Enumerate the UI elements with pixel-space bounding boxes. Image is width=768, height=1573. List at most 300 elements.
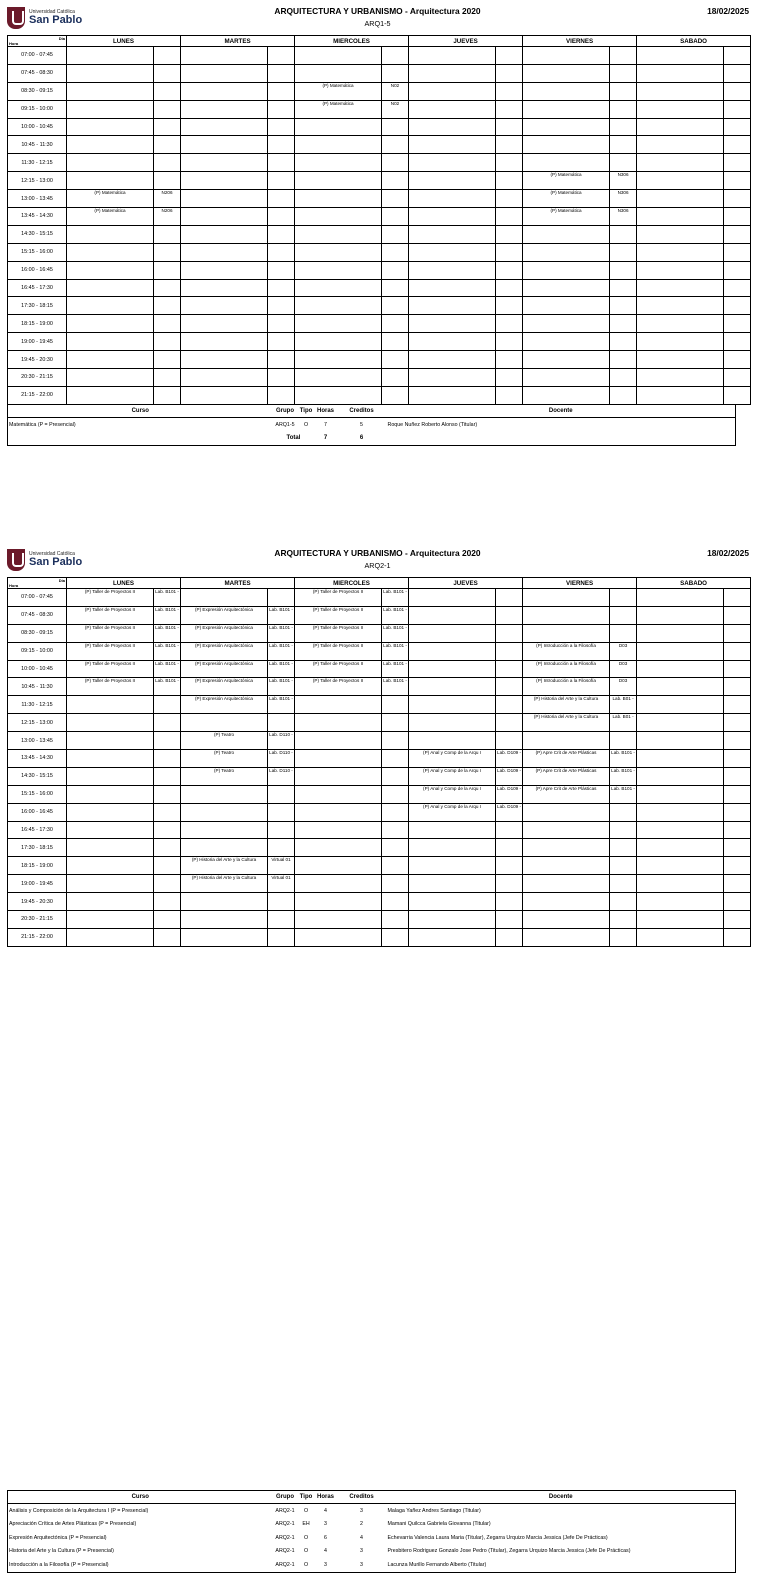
class-cell: [409, 714, 496, 732]
room-cell: [724, 875, 751, 893]
class-cell: (P) Expresión Arquitectónica: [181, 678, 268, 696]
report-date: 18/02/2025: [707, 6, 749, 16]
class-cell: [637, 785, 724, 803]
course-name: Análisis y Composición de la Arquitectura I (P = Presencial): [9, 1507, 149, 1514]
room-cell: [496, 243, 523, 261]
time-row: [8, 606, 751, 624]
class-cell: [523, 893, 610, 911]
room-cell: [496, 928, 523, 946]
class-cell: [295, 136, 382, 154]
class-cell: (P) Expresión Arquitectónica: [181, 660, 268, 678]
time-slot: 11:30 - 12:15: [8, 154, 67, 172]
class-cell: [637, 857, 724, 875]
room-cell: [724, 928, 751, 946]
room-cell: Lab. B101 -: [154, 678, 181, 696]
class-cell: [67, 785, 154, 803]
col-horas: Horas: [315, 405, 337, 418]
room-cell: [382, 172, 409, 190]
class-cell: [295, 208, 382, 226]
room-cell: [268, 928, 295, 946]
class-cell: [181, 100, 268, 118]
time-row: [8, 225, 751, 243]
class-cell: [181, 261, 268, 279]
course-row: [8, 1531, 736, 1545]
time-slot: 10:00 - 10:45: [8, 660, 67, 678]
course-type: O: [303, 1507, 309, 1514]
class-cell: [409, 911, 496, 929]
class-cell: [637, 208, 724, 226]
class-cell: [181, 369, 268, 387]
class-cell: [523, 315, 610, 333]
time-slot: 19:45 - 20:30: [8, 351, 67, 369]
room-cell: [268, 225, 295, 243]
class-cell: [523, 333, 610, 351]
class-cell: [67, 261, 154, 279]
class-cell: [409, 315, 496, 333]
room-cell: [382, 911, 409, 929]
room-cell: [268, 279, 295, 297]
class-cell: (P) Taller de Proyectos II: [67, 678, 154, 696]
class-cell: [637, 154, 724, 172]
room-cell: [154, 714, 181, 732]
dia-label: Dia: [58, 578, 65, 583]
time-slot: 07:45 - 08:30: [8, 606, 67, 624]
class-cell: [295, 875, 382, 893]
room-cell: [154, 279, 181, 297]
room-cell: [382, 351, 409, 369]
course-group: ARQ2-1: [275, 1534, 295, 1541]
corner-cell: [8, 36, 67, 47]
class-cell: [409, 190, 496, 208]
time-slot: 12:15 - 13:00: [8, 714, 67, 732]
class-cell: [637, 750, 724, 768]
room-cell: [610, 839, 637, 857]
class-cell: [67, 803, 154, 821]
room-cell: [382, 875, 409, 893]
time-slot: 13:00 - 13:45: [8, 190, 67, 208]
class-cell: [181, 911, 268, 929]
time-slot: 18:15 - 19:00: [8, 857, 67, 875]
course-teacher: Roque Nuñez Roberto Alonso (Titular): [387, 421, 478, 428]
time-row: [8, 839, 751, 857]
class-cell: [409, 297, 496, 315]
time-row: [8, 893, 751, 911]
class-cell: [409, 243, 496, 261]
time-row: [8, 351, 751, 369]
class-cell: [181, 47, 268, 65]
class-cell: [67, 369, 154, 387]
room-cell: [154, 118, 181, 136]
class-cell: [637, 821, 724, 839]
col-horas: Horas: [315, 1491, 337, 1504]
class-cell: [637, 642, 724, 660]
class-cell: [409, 642, 496, 660]
room-cell: [382, 333, 409, 351]
class-cell: [295, 118, 382, 136]
logo-line2: San Pablo: [29, 14, 83, 26]
class-cell: [637, 589, 724, 607]
room-cell: Lab. B101 -: [154, 606, 181, 624]
day-header: MARTES: [181, 578, 295, 589]
room-cell: Lab. D110 -: [268, 767, 295, 785]
day-header: VIERNES: [523, 578, 637, 589]
class-cell: (P) Matemática: [523, 172, 610, 190]
class-cell: (P) Taller de Proyectos II: [67, 606, 154, 624]
room-cell: [610, 279, 637, 297]
time-row: [8, 785, 751, 803]
time-slot: 16:00 - 16:45: [8, 803, 67, 821]
courses-header: [8, 405, 736, 418]
room-cell: [496, 839, 523, 857]
course-hours: 6: [324, 1534, 327, 1541]
room-cell: [268, 714, 295, 732]
room-cell: [496, 875, 523, 893]
room-cell: [268, 118, 295, 136]
class-cell: [409, 893, 496, 911]
group-code: ARQ1-5: [364, 19, 391, 28]
time-slot: 14:30 - 15:15: [8, 767, 67, 785]
class-cell: [295, 243, 382, 261]
time-row: [8, 678, 751, 696]
class-cell: (P) Taller de Proyectos II: [67, 642, 154, 660]
class-cell: [637, 803, 724, 821]
class-cell: [181, 893, 268, 911]
class-cell: (P) Taller de Proyectos II: [295, 606, 382, 624]
class-cell: (P) Taller de Proyectos II: [67, 589, 154, 607]
class-cell: [637, 351, 724, 369]
time-slot: 21:15 - 22:00: [8, 386, 67, 404]
room-cell: [724, 911, 751, 929]
room-cell: [268, 821, 295, 839]
day-header: MARTES: [181, 36, 295, 47]
room-cell: [724, 678, 751, 696]
class-cell: (P) Taller de Proyectos II: [295, 642, 382, 660]
time-row: [8, 696, 751, 714]
course-hours: 3: [324, 1561, 327, 1568]
room-cell: [268, 315, 295, 333]
room-cell: [154, 875, 181, 893]
class-cell: [523, 136, 610, 154]
course-teacher: Malaga Yañez Andres Santiago (Titular): [387, 1507, 481, 1514]
course-credits: 3: [360, 1561, 363, 1568]
room-cell: [268, 136, 295, 154]
time-slot: 13:00 - 13:45: [8, 732, 67, 750]
page-title: ARQUITECTURA Y URBANISMO - Arquitectura 2020: [274, 548, 481, 558]
time-row: [8, 315, 751, 333]
room-cell: [382, 857, 409, 875]
room-cell: [610, 351, 637, 369]
time-row: [8, 279, 751, 297]
room-cell: [382, 64, 409, 82]
time-row: [8, 172, 751, 190]
class-cell: [67, 100, 154, 118]
class-cell: [523, 47, 610, 65]
course-credits: 3: [360, 1548, 363, 1555]
class-cell: (P) Apre Crit de Arte Plásticas: [523, 750, 610, 768]
hora-label: Hora: [9, 583, 19, 588]
class-cell: [637, 315, 724, 333]
time-row: [8, 82, 751, 100]
course-row: [8, 1558, 736, 1572]
room-cell: [610, 875, 637, 893]
class-cell: (P) Teatro: [181, 750, 268, 768]
room-cell: [496, 857, 523, 875]
class-cell: [67, 696, 154, 714]
room-cell: [496, 118, 523, 136]
col-curso: Curso: [8, 405, 273, 418]
room-cell: [724, 100, 751, 118]
class-cell: [67, 279, 154, 297]
room-cell: [154, 154, 181, 172]
class-cell: (P) Matemática: [67, 190, 154, 208]
time-row: [8, 100, 751, 118]
class-cell: [637, 261, 724, 279]
room-cell: [610, 606, 637, 624]
room-cell: [154, 297, 181, 315]
class-cell: [295, 857, 382, 875]
room-cell: Lab. B101 -: [268, 642, 295, 660]
class-cell: [523, 297, 610, 315]
room-cell: [724, 750, 751, 768]
class-cell: (P) Teatro: [181, 767, 268, 785]
room-cell: [496, 315, 523, 333]
room-cell: [154, 821, 181, 839]
class-cell: [181, 315, 268, 333]
time-row: [8, 261, 751, 279]
time-row: [8, 803, 751, 821]
room-cell: [268, 386, 295, 404]
class-cell: (P) Anal y Comp de la Arqu I: [409, 750, 496, 768]
room-cell: [154, 64, 181, 82]
class-cell: [295, 154, 382, 172]
room-cell: [268, 64, 295, 82]
room-cell: [496, 732, 523, 750]
room-cell: [154, 750, 181, 768]
room-cell: [382, 893, 409, 911]
course-type: O: [303, 421, 309, 428]
class-cell: [409, 333, 496, 351]
class-cell: [67, 821, 154, 839]
class-cell: [67, 875, 154, 893]
class-cell: [67, 928, 154, 946]
room-cell: [382, 821, 409, 839]
room-cell: [496, 386, 523, 404]
time-row: [8, 208, 751, 226]
class-cell: [295, 696, 382, 714]
time-row: [8, 154, 751, 172]
class-cell: (P) Introducción a la Filosofía: [523, 678, 610, 696]
class-cell: (P) Apre Crit de Arte Plásticas: [523, 785, 610, 803]
room-cell: Lab. B01 -: [610, 696, 637, 714]
room-cell: Lab. D109 -: [496, 785, 523, 803]
class-cell: (P) Taller de Proyectos II: [67, 624, 154, 642]
time-row: [8, 642, 751, 660]
time-slot: 18:15 - 19:00: [8, 315, 67, 333]
room-cell: [382, 839, 409, 857]
time-row: [8, 64, 751, 82]
class-cell: [67, 64, 154, 82]
col-tipo: Tipo: [298, 1491, 315, 1504]
class-cell: [523, 261, 610, 279]
class-cell: [67, 911, 154, 929]
room-cell: [724, 642, 751, 660]
room-cell: [610, 82, 637, 100]
corner-cell: [8, 578, 67, 589]
course-teacher: Lacunza Murillo Fernando Alberto (Titular): [387, 1561, 487, 1568]
room-cell: [724, 190, 751, 208]
room-cell: [382, 785, 409, 803]
course-type: O: [303, 1561, 309, 1568]
class-cell: [67, 750, 154, 768]
class-cell: [181, 279, 268, 297]
room-cell: D03: [610, 678, 637, 696]
class-cell: [295, 785, 382, 803]
class-cell: [409, 279, 496, 297]
class-cell: [637, 893, 724, 911]
room-cell: N206: [154, 208, 181, 226]
room-cell: Lab. B101 -: [382, 678, 409, 696]
room-cell: [496, 154, 523, 172]
dia-label: Dia: [58, 36, 65, 41]
room-cell: [382, 154, 409, 172]
time-slot: 17:30 - 18:15: [8, 297, 67, 315]
room-cell: [382, 714, 409, 732]
room-cell: [496, 190, 523, 208]
room-cell: [610, 821, 637, 839]
course-group: ARQ2-1: [275, 1548, 295, 1555]
time-slot: 20:30 - 21:15: [8, 369, 67, 387]
room-cell: [154, 839, 181, 857]
course-type: EH: [302, 1521, 310, 1528]
room-cell: [268, 369, 295, 387]
class-cell: [295, 225, 382, 243]
class-cell: [67, 839, 154, 857]
room-cell: [724, 369, 751, 387]
class-cell: (P) Anal y Comp de la Arqu I: [409, 785, 496, 803]
class-cell: [637, 678, 724, 696]
room-cell: Lab. B101 -: [268, 696, 295, 714]
time-slot: 15:15 - 16:00: [8, 243, 67, 261]
class-cell: [295, 351, 382, 369]
room-cell: [382, 767, 409, 785]
room-cell: [154, 928, 181, 946]
class-cell: [295, 261, 382, 279]
time-slot: 21:15 - 22:00: [8, 928, 67, 946]
room-cell: [382, 118, 409, 136]
room-cell: [496, 678, 523, 696]
class-cell: [523, 803, 610, 821]
class-cell: [409, 732, 496, 750]
class-cell: [181, 243, 268, 261]
course-type: O: [303, 1534, 309, 1541]
class-cell: [409, 118, 496, 136]
room-cell: [154, 785, 181, 803]
class-cell: (P) Taller de Proyectos II: [67, 660, 154, 678]
room-cell: N02: [382, 82, 409, 100]
class-cell: [409, 928, 496, 946]
time-slot: 08:30 - 09:15: [8, 624, 67, 642]
room-cell: [154, 172, 181, 190]
class-cell: [295, 369, 382, 387]
time-slot: 16:45 - 17:30: [8, 821, 67, 839]
room-cell: Lab. B101 -: [268, 606, 295, 624]
col-creditos: Creditos: [337, 405, 387, 418]
room-cell: [724, 839, 751, 857]
room-cell: Lab. B101 -: [382, 624, 409, 642]
room-cell: [724, 785, 751, 803]
course-credits: 5: [360, 421, 363, 428]
time-row: [8, 333, 751, 351]
col-tipo: Tipo: [298, 405, 315, 418]
room-cell: Lab. D110 -: [268, 750, 295, 768]
room-cell: [496, 369, 523, 387]
course-credits: 2: [360, 1521, 363, 1528]
course-credits: 3: [360, 1507, 363, 1514]
room-cell: [268, 333, 295, 351]
class-cell: [637, 47, 724, 65]
class-cell: [181, 333, 268, 351]
room-cell: [610, 624, 637, 642]
day-header: MIERCOLES: [295, 578, 409, 589]
class-cell: [409, 875, 496, 893]
room-cell: [154, 136, 181, 154]
room-cell: Lab. B101 -: [268, 624, 295, 642]
class-cell: [637, 297, 724, 315]
class-cell: [295, 911, 382, 929]
room-cell: D03: [610, 660, 637, 678]
room-cell: [724, 732, 751, 750]
time-slot: 08:30 - 09:15: [8, 82, 67, 100]
course-row: [8, 1545, 736, 1559]
room-cell: [382, 190, 409, 208]
room-cell: [382, 136, 409, 154]
class-cell: [295, 714, 382, 732]
room-cell: [496, 821, 523, 839]
course-name: Apreciación Crítica de Artes Plásticas (P = Presencial): [9, 1521, 137, 1528]
class-cell: [295, 767, 382, 785]
class-cell: [295, 279, 382, 297]
time-slot: 16:45 - 17:30: [8, 279, 67, 297]
room-cell: [382, 315, 409, 333]
class-cell: [637, 875, 724, 893]
room-cell: [382, 369, 409, 387]
class-cell: [523, 732, 610, 750]
report-date: 18/02/2025: [707, 548, 749, 558]
time-slot: 10:45 - 11:30: [8, 678, 67, 696]
room-cell: [268, 297, 295, 315]
class-cell: [295, 172, 382, 190]
course-name: Historia del Arte y la Cultura (P = Presencial): [9, 1548, 114, 1555]
room-cell: [268, 208, 295, 226]
room-cell: [496, 893, 523, 911]
class-cell: [67, 172, 154, 190]
room-cell: [268, 785, 295, 803]
class-cell: [295, 386, 382, 404]
course-teacher: Echevarria Valencia Laura Maria (Titular), Zegarra Urquizo Marcia Jessica (Jefe De Prácticas): [387, 1534, 608, 1541]
room-cell: Virtual 01: [268, 857, 295, 875]
course-group: ARQ2-1: [275, 1561, 295, 1568]
room-cell: Lab. D110 -: [268, 732, 295, 750]
room-cell: [154, 696, 181, 714]
room-cell: [382, 279, 409, 297]
time-row: [8, 136, 751, 154]
class-cell: [181, 64, 268, 82]
room-cell: [382, 803, 409, 821]
room-cell: [724, 82, 751, 100]
class-cell: [523, 624, 610, 642]
day-header: SABADO: [637, 578, 751, 589]
time-slot: 14:30 - 15:15: [8, 225, 67, 243]
